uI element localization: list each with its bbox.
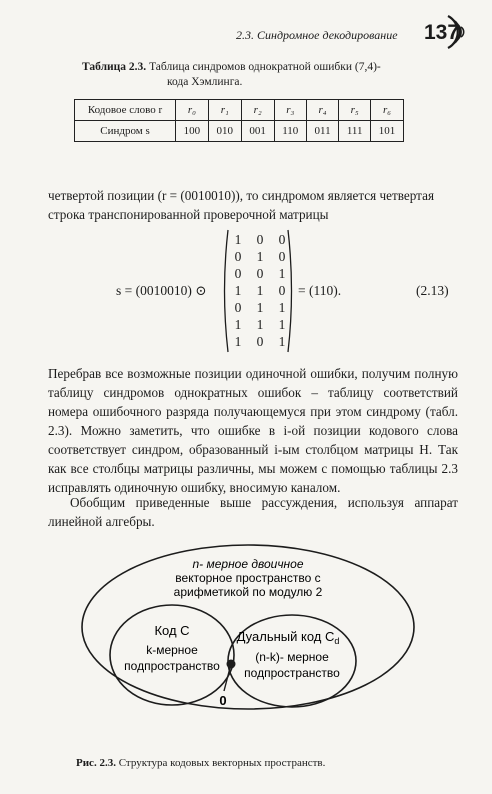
running-title: 2.3. Синдромное декодирование: [236, 28, 398, 42]
matrix-cell: 1: [256, 249, 264, 264]
matrix-cell: 1: [234, 317, 242, 332]
table-caption-line1: Таблица синдромов однократной ошибки (7,4)-: [149, 61, 381, 73]
code-title: Код C: [154, 623, 190, 638]
matrix-cell: 0: [256, 266, 264, 281]
paragraph-text: Обобщим приведенные выше рассуждения, используя аппарат линейной алгебры.: [48, 495, 458, 529]
matrix-row: [232, 334, 288, 352]
matrix-row: [232, 232, 288, 250]
paragraph-syndrome-table: Перебрав все возможные позиции одиночной ошибки, получим полную таблицу синдромов однократных ошибок – таблицу соответствий номера ошибочного разряда получающемуся при этом синдрому (табл. 2.3). Можно заметить, что ошибке в i-ой позиции кодового слова соответствует синдром, образованный i-ым столбцом матрицы H. Так как все столбцы матрицы различны, мы можем с помощью таблицы 2.3 исправлять одиночную ошибку, вносимую каналом.: [48, 366, 458, 495]
matrix-row: [232, 300, 288, 318]
matrix-cell: 0: [278, 249, 286, 264]
dual-subspace-label: подпространство: [244, 666, 340, 680]
matrix-cell: 1: [256, 300, 264, 315]
table-cell: 011: [306, 121, 338, 142]
transposed-check-matrix: [220, 228, 296, 354]
column-header: r₃: [274, 100, 306, 121]
matrix-row: [232, 266, 288, 284]
matrix-cell: 1: [256, 317, 264, 332]
column-header: r₂: [241, 100, 274, 121]
equation-lhs: s = (0010010) ⊙: [116, 283, 207, 298]
matrix-cell: 1: [278, 334, 286, 349]
matrix-cell: 0: [234, 249, 242, 264]
code-subspace-label: подпространство: [124, 659, 220, 673]
matrix-cell: 0: [256, 232, 264, 247]
column-header: r₄: [306, 100, 338, 121]
paragraph-line: четвертой позиции (r = (0010010)), то синдромом является четвертая: [48, 188, 435, 203]
matrix-cell: 1: [256, 283, 264, 298]
table-row: [75, 100, 404, 121]
table-row: [75, 121, 404, 142]
matrix-cell: 0: [256, 334, 264, 349]
matrix-cell: 0: [278, 283, 286, 298]
code-dimension: k-мерное: [146, 643, 198, 657]
zero-pointer-line: [224, 664, 231, 691]
row-header-syndrome: Синдром s: [75, 121, 176, 142]
matrix-cell: 1: [234, 283, 242, 298]
row-header-codeword: Кодовое слово r: [75, 100, 176, 121]
table-cell: 100: [176, 121, 209, 142]
equation-rhs: = (110).: [298, 283, 342, 298]
figure-caption-label: Рис. 2.3.: [76, 757, 116, 769]
matrix-cell: 1: [234, 232, 242, 247]
matrix-cell: 0: [234, 266, 242, 281]
matrix-row: [232, 283, 288, 301]
column-header: r₅: [339, 100, 371, 121]
matrix-row: [232, 317, 288, 335]
outer-label-line2: векторное пространство с: [175, 571, 321, 585]
table-cell: 101: [371, 121, 404, 142]
dual-code-title: Дуальный код $C_d$: [236, 629, 340, 646]
matrix-cell: 0: [278, 232, 286, 247]
page-number-ornament-icon: [446, 12, 472, 52]
syndrome-table: [74, 99, 404, 142]
figure-caption: [76, 757, 436, 769]
paragraph-generalization: [48, 493, 458, 531]
table-caption-line2: кода Хэмлинга.: [167, 76, 243, 88]
matrix-cell: 1: [278, 300, 286, 315]
vector-space-diagram: [76, 543, 416, 723]
matrix-row: [232, 249, 288, 267]
column-header: r₆: [371, 100, 404, 121]
figure-caption-text: Структура кодовых векторных пространств.: [118, 757, 326, 769]
equation-number: (2.13): [416, 283, 449, 298]
table-cell: 111: [339, 121, 371, 142]
paragraph-line: строка транспонированной проверочной матрицы: [48, 207, 329, 222]
matrix-cell: 1: [278, 317, 286, 332]
table-cell: 010: [208, 121, 241, 142]
matrix-cell: 1: [278, 266, 286, 281]
table-caption-label: Таблица 2.3.: [82, 61, 147, 73]
page-number: 137: [424, 21, 460, 44]
column-header: r₁: [208, 100, 241, 121]
outer-label-line3: арифметикой по модулю 2: [173, 585, 323, 599]
table-cell: 110: [274, 121, 306, 142]
column-header: r₀: [176, 100, 209, 121]
paragraph-intro: [48, 186, 458, 224]
zero-vector-label: 0: [219, 693, 227, 708]
matrix-cell: 0: [234, 300, 242, 315]
dual-dimension: (n-k)- мерное: [255, 650, 329, 664]
outer-label-line1: n- мерное двоичное: [192, 557, 304, 571]
table-cell: 001: [241, 121, 274, 142]
table-caption: [82, 60, 412, 90]
matrix-cell: 1: [234, 334, 242, 349]
